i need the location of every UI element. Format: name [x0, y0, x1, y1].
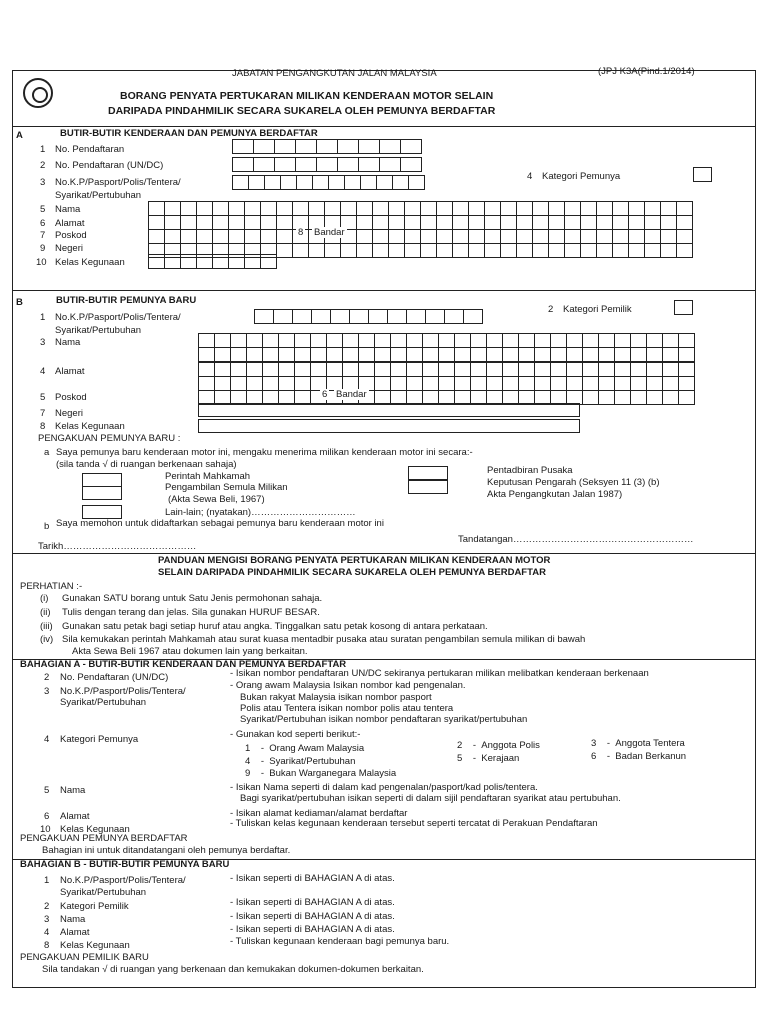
code-item: 5 - Kerajaan — [457, 753, 520, 764]
note-text: Tulis dengan terang dan jelas. Sila gunakan HURUF BESAR. — [62, 607, 320, 618]
guide-text: - Tuliskan kelas kegunaan kenderaan tersebut seperti tercatat di Perakuan Pendaftaran — [230, 818, 598, 829]
decl-b-letter: b — [44, 521, 50, 532]
opt1-line1: Perintah Mahkamah — [165, 471, 251, 482]
field-b-num: 8 — [40, 421, 46, 432]
tandatangan-line[interactable]: Tandatangan………………………………………………… — [458, 534, 694, 545]
guide-num: 5 — [44, 785, 50, 796]
guide-title-line1: PANDUAN MENGISI BORANG PENYATA PERTUKARAN MILIKAN KENDERAAN MOTOR — [158, 555, 551, 566]
guide-pengakuan-b: PENGAKUAN PEMILIK BARU — [20, 952, 149, 963]
bandar-a-label: Bandar — [314, 227, 345, 238]
guide-title-line2: SELAIN DARIPADA PINDAHMILIK SECARA SUKARELA OLEH PEMUNYA BERDAFTAR — [158, 567, 546, 578]
opt2-line2: Keputusan Pengarah (Seksyen 11 (3) (b) — [487, 477, 660, 488]
decl-a-letter: a — [44, 447, 50, 458]
field-b-label: No.K.P/Pasport/Polis/Tentera/ — [55, 312, 181, 323]
field-a-num: 1 — [40, 144, 46, 155]
guide-label: Syarikat/Pertubuhan — [60, 697, 147, 708]
note-num: (iv) — [40, 634, 54, 645]
guide-text: Polis atau Tentera isikan nombor polis atau tentera — [240, 703, 454, 714]
note-num: (ii) — [40, 607, 51, 618]
form-code: (JPJ K3A(Pind.1/2014) — [598, 66, 695, 77]
ic-no-boxes[interactable] — [232, 175, 424, 189]
guide-label: Syarikat/Pertubuhan — [60, 887, 147, 898]
field-b-num: 1 — [40, 312, 46, 323]
guide-num: 6 — [44, 811, 50, 822]
code-item: 6 - Badan Berkanun — [591, 751, 687, 762]
guide-text: - Isikan seperti di BAHAGIAN A di atas. — [230, 897, 395, 908]
section-a-title: BUTIR-BUTIR KENDERAAN DAN PEMUNYA BERDAFTAR — [60, 128, 318, 139]
field-a-label: No.K.P/Pasport/Polis/Tentera/ — [55, 177, 181, 188]
kategori-pemunya-box[interactable] — [693, 167, 712, 182]
field-a-label: Syarikat/Pertubuhan — [55, 190, 142, 201]
guide-num: 2 — [44, 901, 50, 912]
guide-label: Kategori Pemilik — [60, 901, 129, 912]
declaration-heading: PENGAKUAN PEMUNYA BARU : — [38, 433, 181, 444]
kategori-pemilik-num: 2 — [548, 304, 554, 315]
decl-a-text: Saya pemunya baru kenderaan motor ini, mengaku menerima milikan kenderaan motor ini secara:- — [56, 447, 473, 458]
guide-text: Syarikat/Pertubuhan isikan nombor pendaftaran syarikat/pertubuhan — [240, 714, 528, 725]
guide-text: - Tuliskan kegunaan kenderaan bagi pemunya baru. — [230, 936, 450, 947]
opt1-line2: Pengambilan Semula Milikan — [165, 482, 288, 493]
name-address-grid[interactable] — [148, 201, 692, 257]
agency-name: JABATAN PENGANGKUTAN JALAN MALAYSIA — [232, 68, 437, 79]
guide-label: No.K.P/Pasport/Polis/Tentera/ — [60, 686, 186, 697]
code-item: 9 - Bukan Warganegara Malaysia — [245, 768, 397, 779]
field-b-num: 4 — [40, 366, 46, 377]
form-title-line1: BORANG PENYATA PERTUKARAN MILIKAN KENDERAAN MOTOR SELAIN — [120, 90, 494, 102]
field-b-label: Negeri — [55, 408, 83, 419]
checkbox-keputusan-pengarah[interactable] — [408, 480, 448, 494]
guide-label: Nama — [60, 785, 86, 796]
field-b-num: 3 — [40, 337, 46, 348]
guide-text: - Orang awam Malaysia Isikan nombor kad pengenalan. — [230, 680, 466, 691]
kategori-pemilik-label: Kategori Pemilik — [563, 304, 632, 315]
guide-num: 3 — [44, 914, 50, 925]
guide-text: - Isikan nombor pendaftaran UN/DC sekiranya pertukaran milikan melibatkan kenderaan berkenaan — [230, 668, 649, 679]
checkbox-lain-lain[interactable] — [82, 505, 122, 519]
guide-text: - Isikan seperti di BAHAGIAN A di atas. — [230, 911, 395, 922]
guide-text: Bagi syarikat/pertubuhan isikan seperti di dalam sijil pendaftaran syarikat atau pertubuhan. — [240, 793, 621, 804]
field-a-label: Nama — [55, 204, 81, 215]
guide-label: No. Pendaftaran (UN/DC) — [60, 672, 169, 683]
guide-num: 1 — [44, 875, 50, 886]
guide-label: Alamat — [60, 927, 90, 938]
field-a-label: No. Pendaftaran (UN/DC) — [55, 160, 164, 171]
negeri-b-field[interactable] — [198, 403, 580, 417]
field-a-num: 2 — [40, 160, 46, 171]
note-text: Sila kemukakan perintah Mahkamah atau surat kuasa mentadbir pusaka atau suratan pengambilan semula milikan di bawah — [62, 634, 586, 645]
reg-no-boxes[interactable] — [232, 139, 421, 153]
kelas-kegunaan-a-boxes[interactable] — [148, 254, 276, 268]
guide-text: - Isikan Nama seperti di dalam kad pengenalan/pasport/kad polis/tentera. — [230, 782, 538, 793]
opt2-line1: Pentadbiran Pusaka — [487, 465, 573, 476]
note-num: (i) — [40, 593, 49, 604]
guide-pengakuan-a: PENGAKUAN PEMUNYA BERDAFTAR — [20, 833, 188, 844]
opt1-line3: (Akta Sewa Beli, 1967) — [168, 494, 265, 505]
field-a-num: 10 — [36, 257, 47, 268]
field-a-label: Kelas Kegunaan — [55, 257, 125, 268]
guide-label: Kelas Kegunaan — [60, 824, 130, 835]
opt2-line3: Akta Pengangkutan Jalan 1987) — [487, 489, 623, 500]
divider — [12, 290, 756, 291]
kategori-num: 4 — [527, 171, 533, 182]
section-b-title: BUTIR-BUTIR PEMUNYA BARU — [56, 295, 197, 306]
field-a-label: No. Pendaftaran — [55, 144, 125, 155]
guide-text: - Isikan seperti di BAHAGIAN A di atas. — [230, 924, 395, 935]
guide-label: Kategori Pemunya — [60, 734, 139, 745]
note-text: Akta Sewa Beli 1967 atau dokumen lain yang berkaitan. — [72, 646, 308, 657]
code-item: 4 - Syarikat/Pertubuhan — [245, 756, 356, 767]
name-b-grid[interactable] — [198, 333, 694, 361]
bandar-b-num: 6 — [322, 389, 328, 400]
divider — [12, 553, 756, 554]
guide-text: - Gunakan kod seperti berikut:- — [230, 729, 361, 740]
guide-num: 4 — [44, 734, 50, 745]
field-b-label: Poskod — [55, 392, 87, 403]
bandar-a-num: 8 — [298, 227, 304, 238]
form-title-line2: DARIPADA PINDAHMILIK SECARA SUKARELA OLEH PEMUNYA BERDAFTAR — [108, 105, 496, 117]
field-b-label: Nama — [55, 337, 81, 348]
section-a-letter: A — [16, 130, 23, 141]
reg-no-undc-boxes[interactable] — [232, 157, 421, 171]
guide-text: - Isikan alamat kediaman/alamat berdaftar — [230, 808, 408, 819]
code-item: 3 - Anggota Tentera — [591, 738, 685, 749]
guide-num: 4 — [44, 927, 50, 938]
field-a-label: Alamat — [55, 218, 85, 229]
field-b-label: Syarikat/Pertubuhan — [55, 325, 142, 336]
field-a-num: 5 — [40, 204, 46, 215]
field-b-num: 5 — [40, 392, 46, 403]
kelas-kegunaan-b-field[interactable] — [198, 419, 580, 433]
perhatian: PERHATIAN :- — [20, 581, 83, 592]
code-item: 2 - Anggota Polis — [457, 740, 540, 751]
guide-num: 10 — [40, 824, 51, 835]
decl-b-text: Saya memohon untuk didaftarkan sebagai pemunya baru kenderaan motor ini — [56, 518, 384, 529]
jpj-emblem-icon — [23, 78, 53, 108]
guide-part-a-heading: BAHAGIAN A - BUTIR-BUTIR KENDERAAN DAN PEMUNYA BERDAFTAR — [20, 659, 347, 670]
field-a-label: Negeri — [55, 243, 83, 254]
field-a-num: 7 — [40, 230, 46, 241]
decl-a-note: (sila tanda √ di ruangan berkenaan sahaja) — [56, 459, 237, 470]
guide-label: Alamat — [60, 811, 90, 822]
code-item: 1 - Orang Awam Malaysia — [245, 743, 365, 754]
guide-text: - Isikan seperti di BAHAGIAN A di atas. — [230, 873, 395, 884]
guide-num: 2 — [44, 672, 50, 683]
field-a-num: 9 — [40, 243, 46, 254]
note-text: Gunakan SATU borang untuk Satu Jenis permohonan sahaja. — [62, 593, 323, 604]
guide-label: Nama — [60, 914, 86, 925]
guide-num: 3 — [44, 686, 50, 697]
lain-lain: Lain-lain; (nyatakan)…………………………… — [165, 507, 356, 518]
guide-pengakuan-a-text: Bahagian ini untuk ditandatangani oleh pemunya berdaftar. — [42, 845, 291, 856]
field-a-label: Poskod — [55, 230, 87, 241]
guide-label: No.K.P/Pasport/Polis/Tentera/ — [60, 875, 186, 886]
kategori-label: Kategori Pemunya — [542, 171, 621, 182]
checkbox-pentadbiran-pusaka[interactable] — [408, 466, 448, 480]
guide-text: Bukan rakyat Malaysia isikan nombor pasport — [240, 692, 432, 703]
checkbox-perintah-mahkamah[interactable] — [82, 473, 122, 487]
kategori-pemilik-box[interactable] — [674, 300, 693, 315]
guide-num: 8 — [44, 940, 50, 951]
field-a-num: 6 — [40, 218, 46, 229]
checkbox-pengambilan-semula[interactable] — [82, 486, 122, 500]
field-b-label: Alamat — [55, 366, 85, 377]
note-num: (iii) — [40, 621, 53, 632]
guide-label: Kelas Kegunaan — [60, 940, 130, 951]
field-b-label: Kelas Kegunaan — [55, 421, 125, 432]
divider — [12, 126, 756, 127]
ic-no-b-boxes[interactable] — [254, 309, 482, 323]
guide-pengakuan-b-text: Sila tandakan √ di ruangan yang berkenaan dan kemukakan dokumen-dokumen berkaitan. — [42, 964, 424, 975]
note-text: Gunakan satu petak bagi setiap huruf atau angka. Tinggalkan satu petak kosong di antara perkataan. — [62, 621, 488, 632]
tarikh-line[interactable]: Tarikh…………………………………… — [38, 541, 197, 552]
field-b-num: 7 — [40, 408, 46, 419]
field-a-num: 3 — [40, 177, 46, 188]
address-b-grid[interactable] — [198, 362, 694, 404]
bandar-b-label: Bandar — [336, 389, 367, 400]
guide-part-b-heading: BAHAGIAN B - BUTIR-BUTIR PEMUNYA BARU — [20, 859, 230, 870]
section-b-letter: B — [16, 297, 23, 308]
